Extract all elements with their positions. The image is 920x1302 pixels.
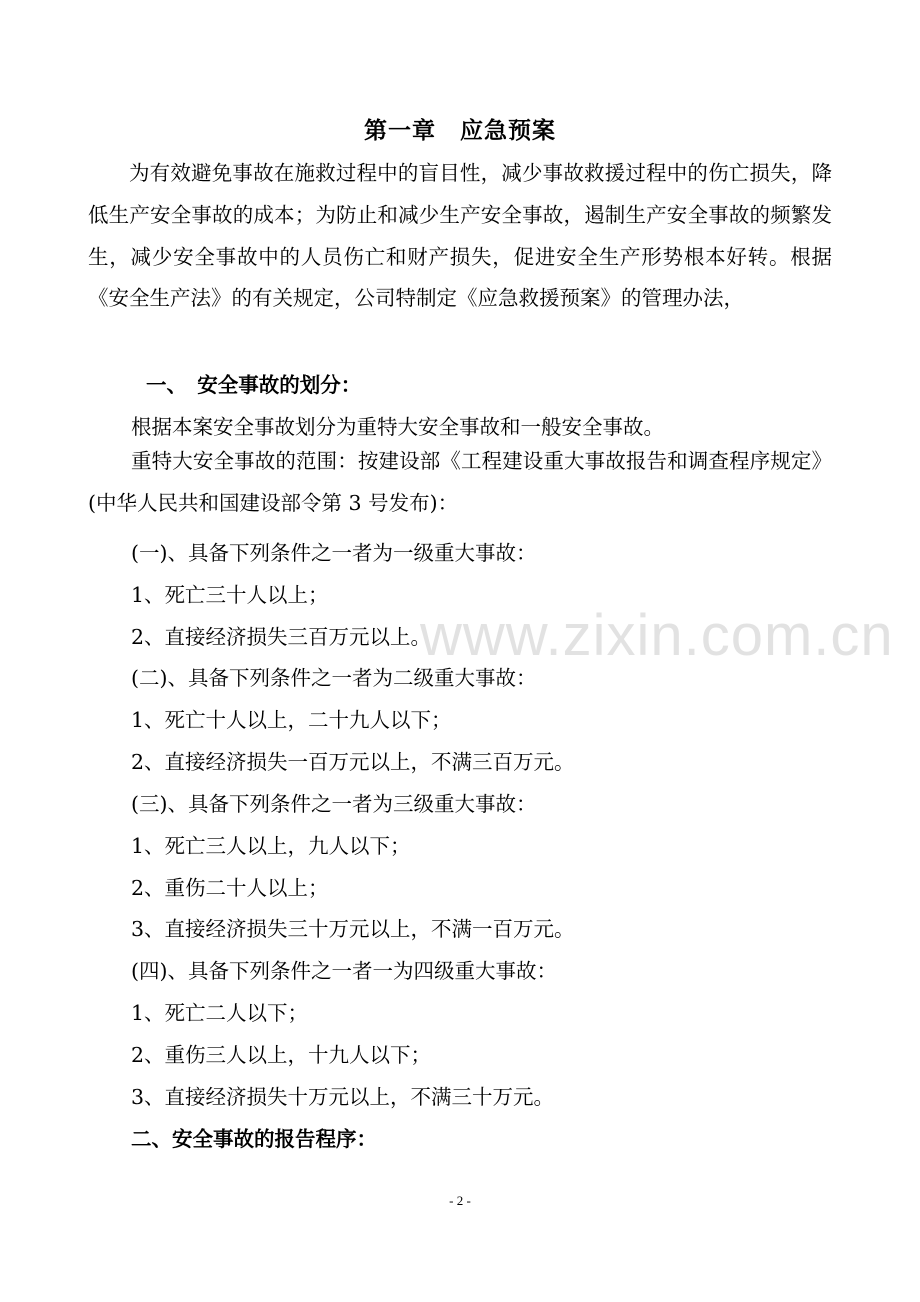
group-1-heading: (一)、具备下列条件之一者为一级重大事故： <box>131 541 537 565</box>
group-4-item-2: 2、重伤三人以上，十九人以下； <box>131 1043 432 1067</box>
group-2-item-2: 2、直接经济损失一百万元以上，不满三百万元。 <box>131 750 575 774</box>
intro-paragraph: 为有效避免事故在施救过程中的盲目性，减少事故救援过程中的伤亡损失，降低生产安全事故的成本；为防止和减少生产安全事故，遏制生产安全事故的频繁发生，减少安全事故中的人员伤亡和财产损失，促进安全生产形势根本好转。根据《安全生产法》的有关规定，公司特制定《应急救援预案》的管理办法， <box>88 161 832 311</box>
group-2-item-1: 1、死亡十人以上，二十九人以下； <box>131 708 452 732</box>
page-number: - 2 - <box>449 1193 471 1208</box>
group-3-item-1: 1、死亡三人以上，九人以下； <box>131 834 411 858</box>
group-4-item-1: 1、死亡二人以下； <box>131 1001 309 1025</box>
section-1-heading: 一、 安全事故的划分： <box>146 373 362 397</box>
watermark: www.zixin.com.cn <box>420 603 894 668</box>
section-1-paragraph-1: 根据本案安全事故划分为重特大安全事故和一般安全事故。 <box>131 415 664 439</box>
group-3-item-2: 2、重伤二十人以上； <box>131 876 329 900</box>
chapter-title: 第一章 应急预案 <box>364 117 556 144</box>
group-1-item-2: 2、直接经济损失三百万元以上。 <box>131 625 432 649</box>
group-1-item-1: 1、死亡三十人以上； <box>131 583 329 607</box>
section-2-heading: 二、安全事故的报告程序： <box>131 1127 377 1151</box>
group-4-item-3: 3、直接经济损失十万元以上，不满三十万元。 <box>131 1085 555 1109</box>
group-3-heading: (三)、具备下列条件之一者为三级重大事故： <box>131 792 537 816</box>
group-4-heading: (四)、具备下列条件之一者一为四级重大事故： <box>131 959 557 983</box>
group-3-item-3: 3、直接经济损失三十万元以上，不满一百万元。 <box>131 917 575 941</box>
group-2-heading: (二)、具备下列条件之一者为二级重大事故： <box>131 666 537 690</box>
section-1-paragraph-2: 重特大安全事故的范围：按建设部《工程建设重大事故报告和调查程序规定》(中华人民共和国建设部令第 3 号发布)： <box>88 449 832 515</box>
